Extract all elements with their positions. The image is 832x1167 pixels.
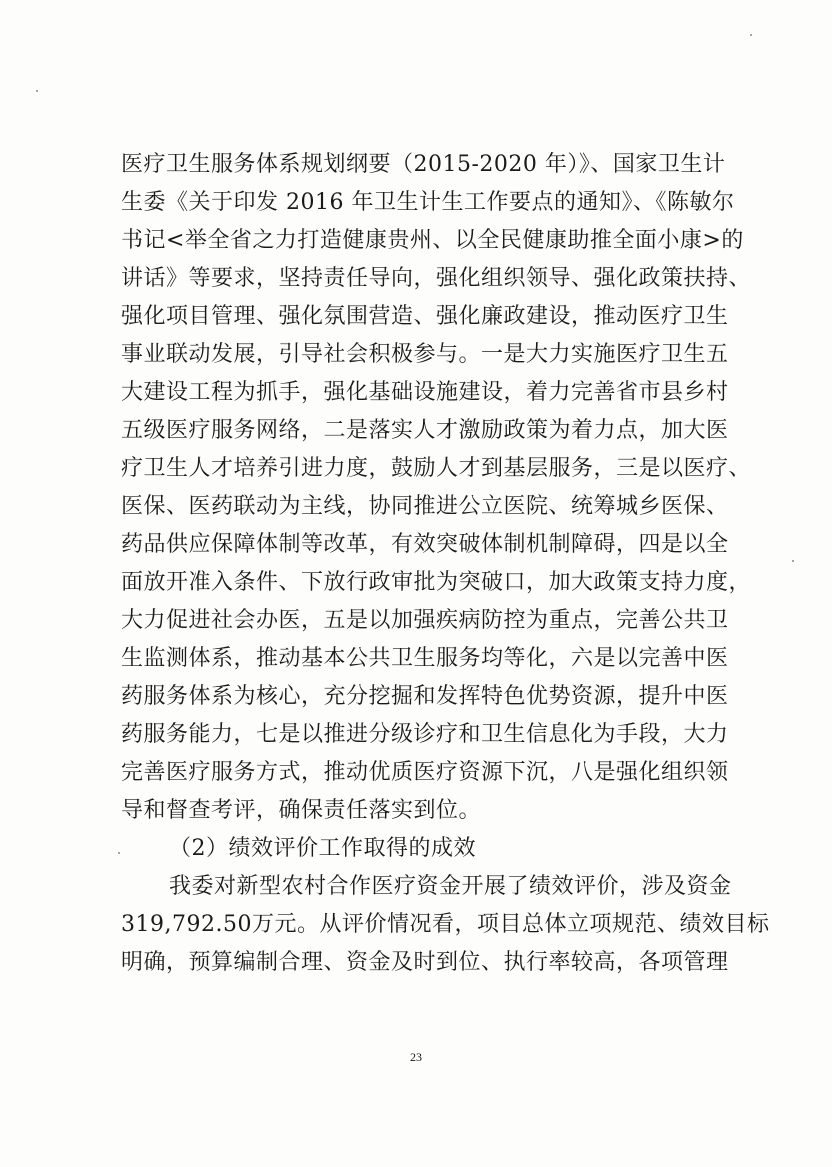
text-line: 导和督查考评，确保责任落实到位。: [121, 798, 482, 823]
scan-speck: [750, 34, 752, 36]
text-line: 强化项目管理、强化氛围营造、强化廉政建设，推动医疗卫生: [121, 304, 729, 329]
text-line: 面放开准入条件、下放行政审批为突破口，加大政策支持力度，: [121, 570, 752, 595]
text-line: 大力促进社会办医，五是以加强疾病防控为重点，完善公共卫: [121, 608, 729, 633]
text-line: 五级医疗服务网络，二是落实人才激励政策为着力点，加大医: [121, 418, 729, 443]
text-line: 书记<举全省之力打造健康贵州、以全民健康助推全面小康>的: [121, 228, 744, 253]
text-line: 药服务能力，七是以推进分级诊疗和卫生信息化为手段，大力: [121, 722, 729, 747]
scan-speck: [118, 852, 120, 854]
text-line: 疗卫生人才培养引进力度，鼓励人才到基层服务，三是以医疗、: [121, 456, 752, 481]
text-line: 生监测体系，推动基本公共卫生服务均等化，六是以完善中医: [121, 646, 729, 671]
text-line: 完善医疗服务方式，推动优质医疗资源下沉，八是强化组织领: [121, 760, 729, 785]
text-line: 医保、医药联动为主线，协同推进公立医院、统筹城乡医保、: [121, 494, 729, 519]
body-text: [121, 146, 770, 982]
text-line: 药服务体系为核心，充分挖掘和发挥特色优势资源，提升中医: [121, 684, 729, 709]
section-heading: （2）绩效评价工作取得的成效: [169, 836, 476, 861]
text-line: 药品供应保障体制等改革，有效突破体制机制障碍，四是以全: [121, 532, 729, 557]
text-line: 大建设工程为抓手，强化基础设施建设，着力完善省市县乡村: [121, 380, 729, 405]
text-line: 319,792.50万元。从评价情况看，项目总体立项规范、绩效目标: [121, 912, 770, 937]
text-line: 明确，预算编制合理、资金及时到位、执行率较高，各项管理: [121, 950, 729, 975]
text-line: 事业联动发展，引导社会积极参与。一是大力实施医疗卫生五: [121, 342, 729, 367]
text-line: 生委《关于印发 2016 年卫生计生工作要点的通知》、《陈敏尔: [121, 190, 735, 215]
text-line: 我委对新型农村合作医疗资金开展了绩效评价，涉及资金: [169, 874, 732, 899]
page-number: 23: [410, 1050, 422, 1064]
scan-speck: [792, 560, 794, 562]
text-line: 讲话》等要求，坚持责任导向，强化组织领导、强化政策扶持、: [121, 266, 752, 291]
text-line: 医疗卫生服务体系规划纲要（2015-2020 年）》、国家卫生计: [121, 152, 726, 177]
scan-speck: [36, 90, 38, 92]
